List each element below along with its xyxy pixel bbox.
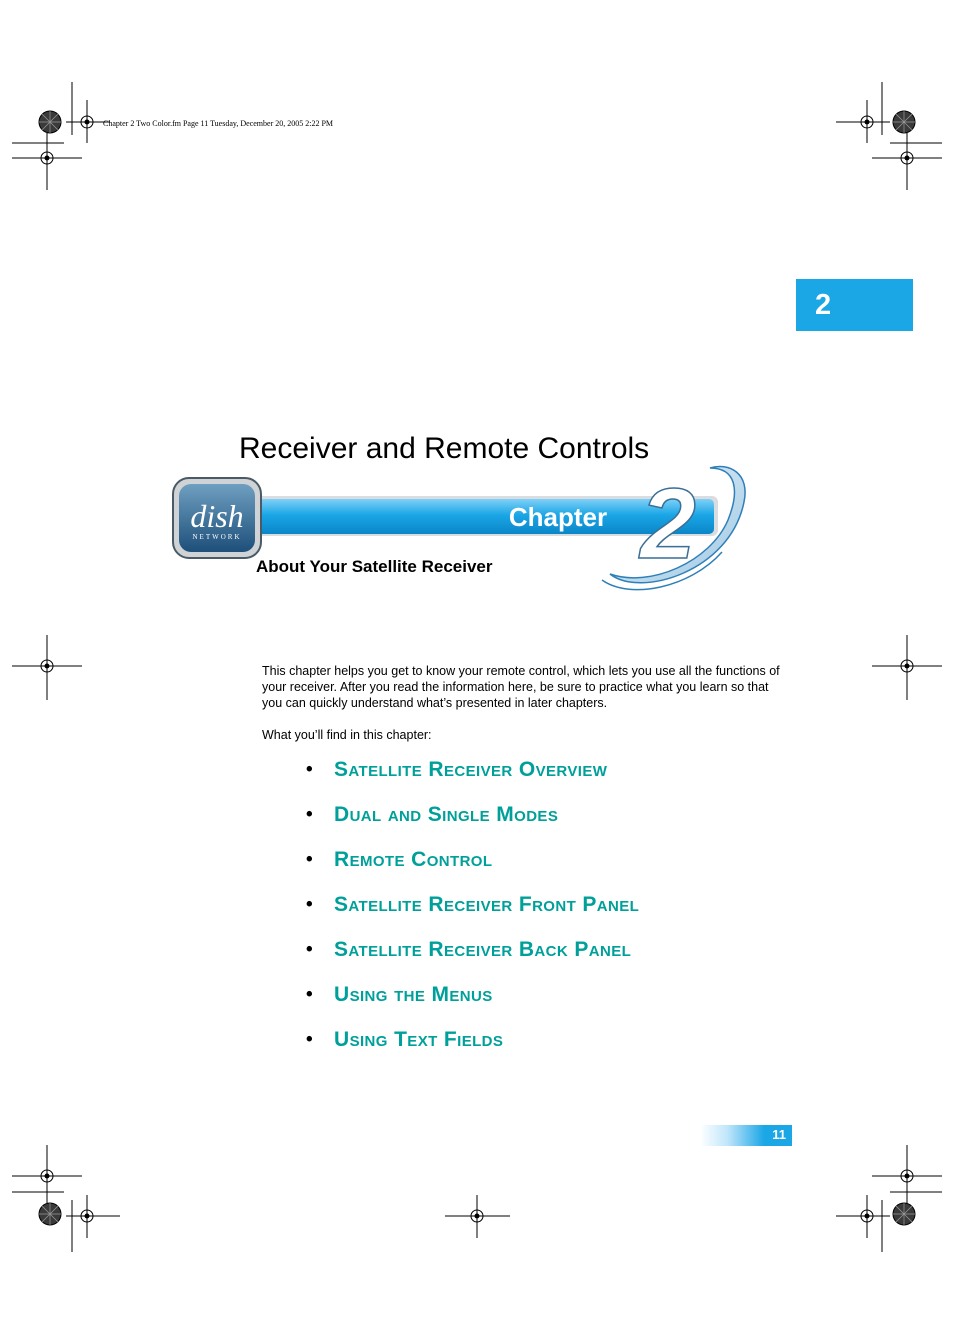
toc-link-front-panel[interactable]: Satellite Receiver Front Panel — [334, 893, 640, 916]
page-number: 11 — [772, 1127, 786, 1142]
toc-intro-label: What you’ll find in this chapter: — [262, 728, 432, 742]
list-item — [306, 802, 639, 847]
section-heading: About Your Satellite Receiver — [256, 557, 493, 576]
chapter-tab — [796, 279, 913, 331]
bullet-icon: • — [306, 759, 313, 780]
page-number-badge — [700, 1125, 792, 1146]
bullet-icon: • — [306, 894, 313, 915]
banner-chapter-label: Chapter — [508, 502, 608, 532]
chapter-title: Receiver and Remote Controls — [239, 432, 650, 465]
banner-chapter-number: 2 — [640, 468, 696, 580]
list-item — [306, 1027, 639, 1072]
toc-link-dual-and-single-modes[interactable]: Dual and Single Modes — [334, 803, 559, 826]
chapter-tab-number: 2 — [815, 289, 832, 321]
toc-link-using-the-menus[interactable]: Using the Menus — [334, 983, 493, 1006]
list-item — [306, 847, 639, 892]
toc-link-satellite-receiver-overview[interactable]: Satellite Receiver Overview — [334, 758, 608, 781]
bullet-icon: • — [306, 1029, 313, 1050]
list-item — [306, 892, 639, 937]
intro-paragraph: This chapter helps you get to know your remote control, which lets you use all the functions of your receiver. After you read the information here, be sure to practice what you learn so that you can quickly understand what’s presented in later chapters. — [262, 664, 780, 710]
toc-link-back-panel[interactable]: Satellite Receiver Back Panel — [334, 938, 632, 961]
chapter-contents-list — [306, 757, 639, 1072]
dish-logo-text: dish — [190, 498, 244, 534]
list-item — [306, 937, 639, 982]
bullet-icon: • — [306, 939, 313, 960]
bullet-icon: • — [306, 849, 313, 870]
list-item — [306, 982, 639, 1027]
print-header-stamp: Chapter 2 Two Color.fm Page 11 Tuesday, December 20, 2005 2:22 PM — [103, 119, 334, 128]
list-item — [306, 757, 639, 802]
bullet-icon: • — [306, 984, 313, 1005]
toc-link-remote-control[interactable]: Remote Control — [334, 848, 493, 871]
toc-link-using-text-fields[interactable]: Using Text Fields — [334, 1028, 504, 1051]
dish-logo-subtext: NETWORK — [192, 533, 242, 541]
bullet-icon: • — [306, 804, 313, 825]
